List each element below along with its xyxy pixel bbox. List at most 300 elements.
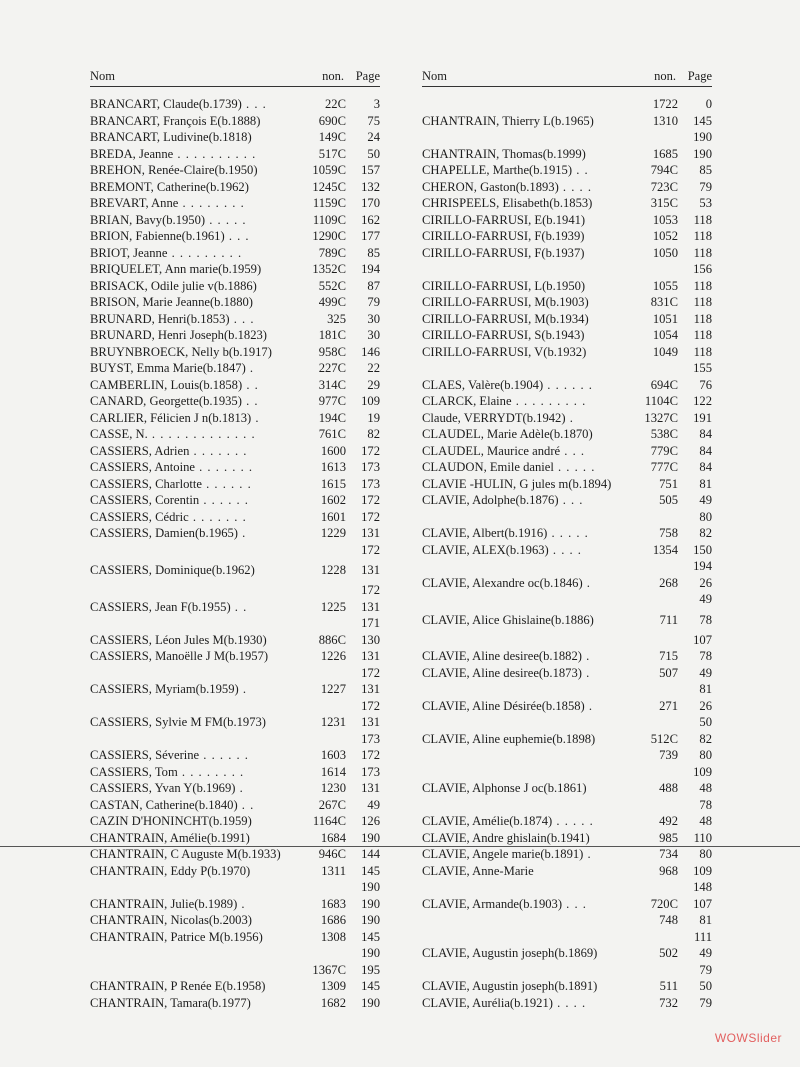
index-entry [90,459,380,476]
index-entry [90,879,380,896]
entry-name: CIRILLO-FARRUSI, S(b.1943) [422,328,585,342]
index-entry [90,525,380,542]
index-entry [422,278,712,295]
entry-non: 1685 [652,146,678,161]
index-entry [422,945,712,962]
entry-page: 0 [705,97,712,111]
entry-name: CASSIERS, Corentin . . . . . . [90,493,249,507]
entry-name: BUYST, Emma Marie(b.1847) . [90,361,255,375]
entry-non: 227C [318,361,346,375]
entry-non: 720C [650,896,678,911]
index-entry [422,896,712,913]
entry-name: BRIAN, Bavy(b.1950) . . . . . [90,212,247,227]
entry-name: CLAVIE, Augustin joseph(b.1891) [422,979,598,993]
entry-name: CLAVIE, Aline desiree(b.1882) . [422,649,591,663]
entry-name: CLAVIE, Amélie(b.1874) . . . . . [422,814,594,828]
entry-name: CAZIN D'HONINCHT(b.1959) [90,814,252,828]
entry-page: 194 [693,559,712,573]
entry-non: 1615 [320,476,346,491]
index-entry [422,129,712,146]
entry-name: CASSIERS, Jean F(b.1955) . . [90,599,248,614]
index-entry [90,797,380,814]
entry-leader-dots: . [581,649,591,663]
entry-page: 190 [361,896,380,911]
entry-non: 1311 [321,863,346,878]
entry-page: 132 [361,179,380,194]
index-entry [422,681,712,698]
entry-name [90,615,302,632]
entry-page: 3 [373,97,380,111]
entry-non: 732 [659,995,678,1010]
index-entry [90,962,380,979]
index-entry [422,195,712,212]
entry-non: 517C [318,146,346,161]
entry-non [302,731,346,748]
index-entry [90,896,380,913]
entry-non: 1054 [652,328,678,342]
entry-name [90,582,302,599]
entry-name: CLAES, Valère(b.1904) . . . . . . [422,377,593,392]
entry-page: 131 [361,599,380,614]
index-entry [422,665,712,682]
entry-page: 118 [693,212,712,227]
entry-page: 26 [699,575,712,590]
entry-non: 499C [318,295,346,309]
entry-name: BRUNARD, Henri(b.1853) . . . [90,311,255,326]
entry-leader-dots: . . . . [558,179,592,194]
entry-non: 194C [318,410,346,425]
index-entry [90,698,380,715]
entry-name: CASSIERS, Tom . . . . . . . . [90,764,245,779]
entry-non: 552C [318,278,346,293]
entry-page: 162 [361,212,380,227]
entry-leader-dots: . . . [558,493,584,507]
index-entry [422,764,712,781]
entry-non: 886C [318,632,346,647]
entry-page: 49 [699,665,712,680]
entry-name: CLAVIE, Andre ghislain(b.1941) [422,830,590,845]
entry-page: 107 [693,632,712,647]
entry-name: CLAVIE, Aurélia(b.1921) . . . . [422,995,587,1010]
entry-leader-dots: . . . . [552,995,587,1010]
entry-non: 794C [650,163,678,177]
index-entry [90,278,380,295]
entry-page: 131 [361,649,380,663]
entry-non [302,615,346,632]
entry-non: 1053 [652,212,678,227]
index-entry [422,509,712,526]
entry-non: 314C [318,377,346,392]
entry-page: 145 [361,929,380,944]
index-entry [90,311,380,328]
index-entry [422,558,712,575]
entry-page: 81 [699,682,712,696]
entry-page: 118 [693,311,712,326]
entry-name: BRANCART, Claude(b.1739) . . . [90,97,267,111]
entry-page: 155 [693,361,712,375]
entry-page: 50 [367,146,380,161]
index-entry [90,393,380,410]
entry-non: 1603 [320,748,346,762]
entry-page: 172 [361,542,380,557]
entry-name: CASSIERS, Damien(b.1965) . [90,526,247,540]
entry-leader-dots: . . . . . . [543,377,593,392]
entry-name: CASSIERS, Myriam(b.1959) . [90,682,247,696]
entry-page: 79 [699,962,712,977]
entry-page: 22 [367,361,380,375]
index-entry [422,311,712,328]
entry-page: 84 [699,460,712,474]
entry-non [634,591,678,608]
index-entry [90,846,380,863]
entry-page: 110 [693,830,712,845]
entry-page: 173 [361,476,380,491]
entry-leader-dots: . [251,410,260,425]
entry-name: CAMBERLIN, Louis(b.1858) . . [90,377,259,392]
entry-non: 777C [650,460,678,474]
entry-non: 711 [659,612,678,627]
entry-non: 512C [650,731,678,746]
entry-page: 85 [699,163,712,177]
entry-page: 109 [361,394,380,408]
entry-non: 1684 [320,830,346,845]
entry-page: 53 [699,196,712,210]
index-entry [90,212,380,229]
entry-page: 172 [361,509,380,524]
index-entry [422,476,712,493]
entry-name: BREHON, Renée-Claire(b.1950) [90,163,258,177]
entry-name [90,731,302,748]
entry-non [302,879,346,896]
index-entry [422,747,712,764]
entry-name [90,962,302,979]
entry-name: CLAVIE, Armande(b.1903) . . . [422,896,587,911]
entry-non: 505 [659,493,678,507]
entry-name: CHANTRAIN, Julie(b.1989) . [90,896,246,911]
index-entry [422,162,712,179]
entry-name: CASSIERS, Cédric . . . . . . . [90,509,247,524]
index-entry [422,962,712,979]
index-entry [90,377,380,394]
entry-leader-dots: . . . . . . . . [177,764,245,779]
entry-page: 194 [361,262,380,276]
entry-page: 30 [367,311,380,326]
index-entry [422,714,712,731]
entry-name [422,929,634,946]
entry-page: 131 [361,563,380,577]
index-entry [90,245,380,262]
entry-page: 30 [367,328,380,342]
entry-non: 1367C [312,962,346,977]
index-entry [422,995,712,1012]
entry-non: 789C [318,245,346,260]
entry-non: 502 [659,946,678,960]
entry-name: BRUYNBROECK, Nelly b(b.1917) [90,344,272,359]
entry-page: 76 [699,377,712,392]
entry-name: CHANTRAIN, C Auguste M(b.1933) [90,847,281,861]
index-entry [90,764,380,781]
entry-non: 1109C [312,212,346,227]
entry-non: 1104C [644,394,678,408]
entry-non: 181C [318,328,346,342]
entry-page: 157 [361,163,380,177]
index-entry [90,558,380,582]
entry-non: 734 [659,847,678,861]
index-entry [422,797,712,814]
index-entry [90,714,380,731]
entry-page: 126 [361,814,380,828]
entry-name: CLAVIE, Aline desiree(b.1873) . [422,665,591,680]
entry-leader-dots: . . . . . [205,212,247,227]
entry-name [422,797,634,814]
entry-page: 84 [699,443,712,458]
entry-name: CIRILLO-FARRUSI, E(b.1941) [422,212,586,227]
index-entry [422,113,712,130]
entry-leader-dots: . . . [560,443,586,458]
entry-page: 82 [699,526,712,540]
entry-non: 1225 [320,599,346,614]
entry-non [302,945,346,962]
entry-name: CHANTRAIN, Thierry L(b.1965) [422,113,594,128]
index-entry [90,509,380,526]
entry-page: 19 [367,410,380,425]
entry-non: 761C [318,427,346,441]
entry-non: 1159C [312,196,346,210]
index-entry [422,648,712,665]
entry-name: BRIOT, Jeanne . . . . . . . . . [90,245,243,260]
entry-non [302,582,346,599]
index-entry [422,813,712,830]
entry-page: 118 [693,229,712,243]
entry-page: 172 [361,748,380,762]
entry-non [634,509,678,526]
index-rows-left [90,96,380,1011]
entry-leader-dots: . . [241,394,259,408]
index-entry [90,327,380,344]
index-rows-right [422,96,712,1011]
entry-name: CHAPELLE, Marthe(b.1915) . . [422,163,589,177]
entry-name: CLAUDEL, Marie Adèle(b.1870) [422,427,593,441]
entry-leader-dots: . . . . . . . . . [511,394,587,408]
entry-non: 1055 [652,278,678,293]
index-entry [422,327,712,344]
entry-leader-dots: . . [230,599,248,614]
entry-non: 831C [650,295,678,309]
index-entry [90,731,380,748]
entry-page: 109 [693,863,712,878]
entry-page: 79 [367,295,380,309]
entry-page: 49 [699,946,712,960]
entry-name: BRUNARD, Henri Joseph(b.1823) [90,328,268,342]
entry-name: CASSIERS, Dominique(b.1962) [90,563,255,577]
entry-name [90,698,302,715]
entry-name [422,632,634,649]
entry-leader-dots: . . . . . . [199,748,249,762]
entry-name [422,558,634,575]
entry-non: 958C [318,344,346,359]
entry-non: 779C [650,443,678,458]
entry-leader-dots: . . . . . [552,814,594,828]
entry-page: 75 [367,113,380,128]
entry-non: 1059C [312,163,346,177]
entry-non: 946C [318,847,346,861]
entry-non [634,558,678,575]
index-entry [90,632,380,649]
entry-name [422,129,634,146]
entry-non: 723C [650,179,678,194]
index-entry [422,525,712,542]
entry-name: Claude, VERRYDT(b.1942) . [422,410,574,425]
entry-leader-dots: . [245,361,255,375]
index-entry [90,476,380,493]
entry-name [90,879,302,896]
entry-non: 977C [318,394,346,408]
entry-leader-dots: . [238,682,247,696]
entry-non: 1600 [320,443,346,458]
entry-leader-dots: . . . . . . . . . . [173,146,257,161]
entry-non [634,129,678,146]
entry-name: CARLIER, Félicien J n(b.1813) . [90,410,260,425]
index-entry [90,228,380,245]
entry-name: BRION, Fabienne(b.1961) . . . [90,229,250,243]
entry-page: 144 [361,847,380,861]
entry-name: CLAVIE, ALEX(b.1963) . . . . [422,542,582,557]
entry-leader-dots: . . [237,797,255,812]
entry-name: BREVART, Anne . . . . . . . . [90,196,245,210]
entry-page: 81 [699,913,712,927]
entry-non: 1226 [320,649,346,663]
index-entry [90,912,380,929]
entry-leader-dots: . . . [224,229,250,243]
entry-page: 171 [361,616,380,630]
index-entry [90,410,380,427]
entry-non: 1308 [320,929,346,944]
index-entry [422,591,712,608]
entry-leader-dots: . . . . [548,542,582,557]
column-header-left [90,70,380,87]
entry-page: 109 [693,764,712,779]
entry-page: 146 [361,344,380,359]
entry-page: 118 [693,245,712,260]
entry-page: 24 [367,130,380,144]
header-non: non. [322,69,344,83]
index-entry [422,443,712,460]
index-column-left [90,70,380,1011]
entry-page: 131 [361,715,380,729]
entry-page: 29 [367,377,380,392]
entry-leader-dots: . [584,698,594,713]
entry-non: 1049 [652,344,678,359]
index-entry [422,780,712,797]
entry-name: CLAVIE, Adolphe(b.1876) . . . [422,493,584,507]
entry-name [422,962,634,979]
entry-name: CLAVIE, Anne-Marie [422,863,534,878]
entry-non [634,714,678,731]
entry-name: BRISON, Marie Jeanne(b.1880) [90,295,253,309]
entry-non [634,261,678,278]
entry-name [422,764,634,781]
index-entry [90,294,380,311]
index-entry [90,162,380,179]
entry-non: 1613 [320,460,346,474]
entry-name [90,665,302,682]
entry-page: 190 [361,995,380,1010]
header-page: Page [355,69,380,83]
index-entry [422,492,712,509]
entry-name: CIRILLO-FARRUSI, M(b.1934) [422,311,589,326]
index-entry [422,426,712,443]
entry-name: CLAVIE -HULIN, G jules m(b.1894) [422,476,612,491]
entry-name: BRANCART, Ludivine(b.1818) [90,130,252,144]
entry-name [422,912,634,929]
entry-page: 172 [361,493,380,507]
index-entry [422,344,712,361]
entry-page: 111 [694,929,712,944]
index-entry [90,582,380,599]
entry-leader-dots: . [581,665,591,680]
entry-leader-dots: . . . . . . . . [178,196,245,210]
entry-page: 173 [361,460,380,474]
entry-page: 172 [361,665,380,680]
entry-non: 1614 [320,764,346,779]
entry-name [422,261,634,278]
entry-leader-dots: . [237,526,247,540]
entry-page: 118 [693,344,712,359]
entry-non: 271 [659,698,678,713]
entry-page: 191 [693,410,712,425]
entry-non: 511 [659,979,678,993]
entry-page: 195 [361,962,380,977]
entry-page: 85 [367,245,380,260]
entry-name: CLARCK, Elaine . . . . . . . . . [422,394,587,408]
entry-leader-dots: . . . [562,896,587,911]
index-entry [422,698,712,715]
entry-page: 118 [693,295,712,309]
entry-name: CLAVIE, Albert(b.1916) . . . . . [422,526,589,540]
entry-leader-dots: . [565,410,574,425]
entry-page: 84 [699,427,712,441]
entry-name: CLAUDEL, Maurice andré . . . [422,443,586,458]
entry-name: CHERON, Gaston(b.1893) . . . . [422,179,592,194]
entry-leader-dots: . [235,781,244,795]
header-name: Nom [422,69,447,83]
entry-non: 1327C [644,410,678,425]
entry-leader-dots: . [237,896,246,911]
entry-name [90,542,302,559]
entry-page: 49 [367,797,380,812]
entry-name: CASSE, N. . . . . . . . . . . . . . [90,427,256,441]
index-entry [90,96,380,113]
entry-name: CASSIERS, Antoine . . . . . . . [90,460,254,474]
index-entry [422,575,712,592]
entry-name: CLAVIE, Aline Désirée(b.1858) . [422,698,594,713]
entry-name: BRANCART, François E(b.1888) [90,113,261,128]
entry-page: 78 [699,797,712,812]
entry-page: 172 [361,443,380,458]
entry-page: 190 [361,946,380,960]
entry-name [422,360,634,377]
entry-name: CLAVIE, Alice Ghislaine(b.1886) [422,612,594,627]
entry-name: BRISACK, Odile julie v(b.1886) [90,278,257,293]
entry-non: 538C [650,427,678,441]
entry-non: 315C [650,196,678,210]
entry-name: CASSIERS, Adrien . . . . . . . [90,443,248,458]
entry-name [422,747,634,764]
entry-non: 1602 [320,493,346,507]
index-entry [422,459,712,476]
entry-leader-dots: . . . . . . [199,493,249,507]
entry-name: BRIQUELET, Ann marie(b.1959) [90,262,262,276]
